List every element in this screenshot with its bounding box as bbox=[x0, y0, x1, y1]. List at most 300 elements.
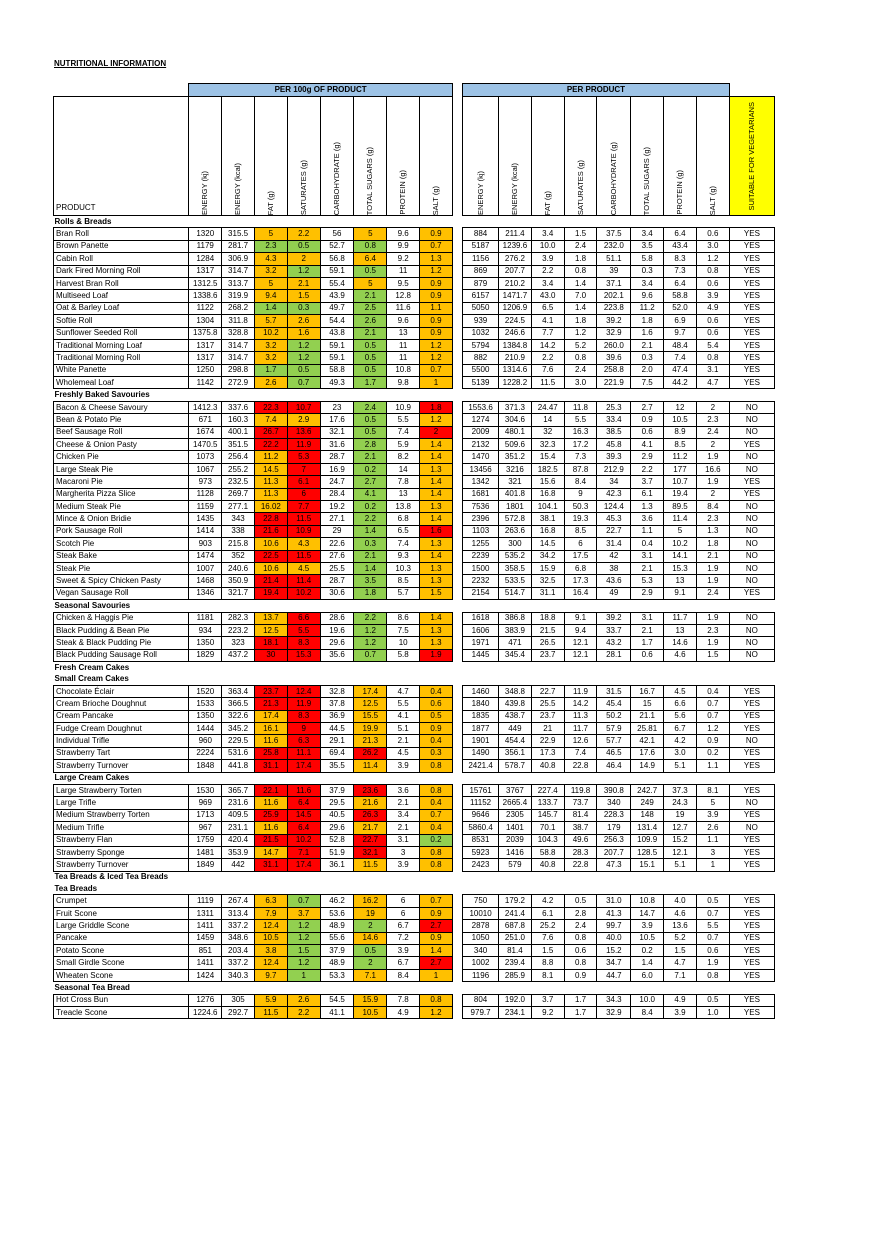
per100-energy-kcal-cell: 255.2 bbox=[222, 463, 255, 475]
per-product-salt-g-cell: 0.2 bbox=[696, 747, 729, 759]
per-product-salt-g-cell: 3.0 bbox=[696, 240, 729, 252]
per-product-energy-kcal-cell: 2305 bbox=[499, 809, 532, 821]
per100-protein-g-cell: 9.2 bbox=[387, 253, 420, 265]
per-product-energy-kcal-cell: 179.2 bbox=[499, 895, 532, 907]
per100-fat-g-cell: 22.5 bbox=[254, 550, 287, 562]
per-product-fat-g-cell: 227.4 bbox=[531, 784, 564, 796]
per-product-saturates-g-cell: 1.5 bbox=[564, 228, 597, 240]
vegetarian-cell: NO bbox=[729, 451, 774, 463]
per100-saturates-g-cell: 6.4 bbox=[287, 797, 320, 809]
per100-fat-g-cell: 21.4 bbox=[254, 575, 287, 587]
per100-carbohydrate-g-cell: 28.7 bbox=[320, 451, 354, 463]
per100-energy-kj-cell: 1530 bbox=[189, 784, 222, 796]
per-product-saturates-g-cell: 6 bbox=[564, 538, 597, 550]
per100-energy-kj-cell: 1317 bbox=[189, 265, 222, 277]
per-product-salt-g-cell: 1.9 bbox=[696, 612, 729, 624]
vegetarian-cell: NO bbox=[729, 513, 774, 525]
per-product-carbohydrate-g-cell: 256.3 bbox=[597, 834, 631, 846]
per100-energy-kcal-cell: 338 bbox=[222, 525, 255, 537]
page-title: NUTRITIONAL INFORMATION bbox=[54, 59, 167, 68]
vegetarian-cell: YES bbox=[729, 895, 774, 907]
per100-carbohydrate-g-cell: 52.7 bbox=[320, 240, 354, 252]
per-product-fat-g-cell: 38.1 bbox=[531, 513, 564, 525]
per-product-fat-g-cell: 104.1 bbox=[531, 500, 564, 512]
per100-header-saturates-g-label: SATURATES (g) bbox=[298, 159, 308, 215]
table-row bbox=[54, 439, 775, 451]
vegetarian-header-label: SUITABLE FOR VEGETARIANS bbox=[746, 101, 756, 211]
column-separator bbox=[452, 797, 462, 809]
per100-saturates-g-cell: 7.1 bbox=[287, 846, 320, 858]
per-product-saturates-g-cell: 1.4 bbox=[564, 277, 597, 289]
per100-energy-kcal-cell: 345.2 bbox=[222, 723, 255, 735]
per-product-saturates-g-cell: 2.4 bbox=[564, 920, 597, 932]
per100-energy-kj-cell: 1713 bbox=[189, 809, 222, 821]
per-product-total-sugars-g-cell: 0.4 bbox=[631, 538, 664, 550]
per100-fat-g-cell: 5 bbox=[254, 277, 287, 289]
per100-protein-g-cell: 7.8 bbox=[387, 476, 420, 488]
per-product-energy-kcal-cell: 263.6 bbox=[499, 525, 532, 537]
vegetarian-cell: NO bbox=[729, 550, 774, 562]
per-product-energy-kcal-cell: 211.4 bbox=[499, 228, 532, 240]
table-row bbox=[54, 451, 775, 463]
per-product-carbohydrate-g-cell: 228.3 bbox=[597, 809, 631, 821]
per-product-energy-kj-cell: 1255 bbox=[463, 538, 499, 550]
per100-salt-g-cell: 0.6 bbox=[420, 698, 453, 710]
per-product-fat-g-cell: 21.5 bbox=[531, 624, 564, 636]
table-row bbox=[54, 969, 775, 981]
per100-fat-g-cell: 14.7 bbox=[254, 846, 287, 858]
per-product-carbohydrate-g-cell: 46.4 bbox=[597, 760, 631, 772]
per100-saturates-g-cell: 6.6 bbox=[287, 612, 320, 624]
per-product-total-sugars-g-cell: 3.1 bbox=[631, 612, 664, 624]
per-product-protein-g-cell: 3.9 bbox=[664, 1007, 697, 1019]
per100-saturates-g-cell: 6.1 bbox=[287, 476, 320, 488]
per100-energy-kcal-cell: 437.2 bbox=[222, 649, 255, 661]
per-product-saturates-g-cell: 12.1 bbox=[564, 649, 597, 661]
per100-salt-g-cell: 1.4 bbox=[420, 451, 453, 463]
column-separator bbox=[452, 401, 462, 413]
per-product-fat-g-cell: 9.2 bbox=[531, 1007, 564, 1019]
per100-fat-g-cell: 11.2 bbox=[254, 451, 287, 463]
per-product-fat-g-cell: 43.0 bbox=[531, 290, 564, 302]
per-product-carbohydrate-g-cell: 34 bbox=[597, 476, 631, 488]
per100-carbohydrate-g-cell: 35.5 bbox=[320, 760, 354, 772]
per-product-total-sugars-g-cell: 148 bbox=[631, 809, 664, 821]
per100-saturates-g-cell: 1.5 bbox=[287, 945, 320, 957]
per-product-total-sugars-g-cell: 3.4 bbox=[631, 277, 664, 289]
per100-energy-kj-cell: 1520 bbox=[189, 685, 222, 697]
vegetarian-cell: NO bbox=[729, 797, 774, 809]
product-name: Sweet & Spicy Chicken Pasty bbox=[54, 575, 189, 587]
per100-energy-kj-cell: 1250 bbox=[189, 364, 222, 376]
per-product-energy-kcal-cell: 1471.7 bbox=[499, 290, 532, 302]
per-product-energy-kcal-cell: 351.2 bbox=[499, 451, 532, 463]
column-separator bbox=[452, 723, 462, 735]
per-product-protein-g-cell: 9.1 bbox=[664, 587, 697, 599]
per-product-fat-g-cell: 17.3 bbox=[531, 747, 564, 759]
per100-protein-g-cell: 4.1 bbox=[387, 710, 420, 722]
column-separator bbox=[452, 846, 462, 858]
table-row bbox=[54, 710, 775, 722]
per-product-fat-g-cell: 6.5 bbox=[531, 302, 564, 314]
vegetarian-cell: YES bbox=[729, 710, 774, 722]
per100-energy-kcal-cell: 328.8 bbox=[222, 327, 255, 339]
per100-salt-g-cell: 0.8 bbox=[420, 760, 453, 772]
per100-total-sugars-g-cell: 19.9 bbox=[354, 723, 387, 735]
per100-energy-kcal-cell: 298.8 bbox=[222, 364, 255, 376]
product-name: Wheaten Scone bbox=[54, 969, 189, 981]
vegetarian-cell: NO bbox=[729, 500, 774, 512]
per-product-protein-g-cell: 6.4 bbox=[664, 228, 697, 240]
per-product-fat-g-cell: 70.1 bbox=[531, 822, 564, 834]
section-heading: Tea Breads bbox=[54, 883, 98, 893]
per-product-energy-kcal-cell: 304.6 bbox=[499, 414, 532, 426]
per-product-energy-kcal-cell: 207.7 bbox=[499, 265, 532, 277]
column-separator bbox=[452, 352, 462, 364]
per100-energy-kcal-cell: 203.4 bbox=[222, 945, 255, 957]
per-product-saturates-g-cell: 16.4 bbox=[564, 587, 597, 599]
per-product-energy-kj-cell: 1500 bbox=[463, 562, 499, 574]
per-product-total-sugars-g-cell: 11.2 bbox=[631, 302, 664, 314]
per100-salt-g-cell: 1.5 bbox=[420, 587, 453, 599]
per100-energy-kcal-cell: 229.5 bbox=[222, 735, 255, 747]
table-row bbox=[54, 612, 775, 624]
per-product-saturates-g-cell: 0.8 bbox=[564, 352, 597, 364]
per-product-salt-g-cell: 1.9 bbox=[696, 451, 729, 463]
per-product-carbohydrate-g-cell: 15.2 bbox=[597, 945, 631, 957]
vegetarian-cell: NO bbox=[729, 562, 774, 574]
per-product-saturates-g-cell: 0.5 bbox=[564, 895, 597, 907]
per100-carbohydrate-g-cell: 43.8 bbox=[320, 327, 354, 339]
table-row bbox=[54, 624, 775, 636]
per100-saturates-g-cell: 5.5 bbox=[287, 624, 320, 636]
column-separator bbox=[452, 228, 462, 240]
product-name: Pork Sausage Roll bbox=[54, 525, 189, 537]
per100-saturates-g-cell: 8.3 bbox=[287, 710, 320, 722]
per-product-header-salt-g bbox=[696, 97, 729, 216]
per-product-carbohydrate-g-cell: 32.9 bbox=[597, 1007, 631, 1019]
per100-total-sugars-g-cell: 10.5 bbox=[354, 1007, 387, 1019]
product-name: Chicken & Haggis Pie bbox=[54, 612, 189, 624]
per100-fat-g-cell: 10.5 bbox=[254, 932, 287, 944]
per100-saturates-g-cell: 15.3 bbox=[287, 649, 320, 661]
per100-protein-g-cell: 3.9 bbox=[387, 945, 420, 957]
per100-energy-kj-cell: 1414 bbox=[189, 525, 222, 537]
per100-saturates-g-cell: 0.7 bbox=[287, 377, 320, 389]
per-product-salt-g-cell: 0.7 bbox=[696, 698, 729, 710]
per-product-salt-g-cell: 4.7 bbox=[696, 377, 729, 389]
per100-fat-g-cell: 12.5 bbox=[254, 624, 287, 636]
per100-energy-kj-cell: 1474 bbox=[189, 550, 222, 562]
per-product-energy-kcal-cell: 572.8 bbox=[499, 513, 532, 525]
per100-salt-g-cell: 1.9 bbox=[420, 649, 453, 661]
per100-header-saturates-g bbox=[287, 97, 320, 216]
per-product-energy-kcal-cell: 285.9 bbox=[499, 969, 532, 981]
per-product-protein-g-cell: 8.3 bbox=[664, 253, 697, 265]
per100-energy-kcal-cell: 337.2 bbox=[222, 920, 255, 932]
per100-salt-g-cell: 0.8 bbox=[420, 994, 453, 1006]
table-row bbox=[54, 698, 775, 710]
per-product-protein-g-cell: 4.7 bbox=[664, 957, 697, 969]
per-product-header-fat-g-label: FAT (g) bbox=[542, 190, 552, 215]
per-product-protein-g-cell: 10.2 bbox=[664, 538, 697, 550]
per-product-saturates-g-cell: 1.2 bbox=[564, 327, 597, 339]
per-product-carbohydrate-g-cell: 223.8 bbox=[597, 302, 631, 314]
per-product-energy-kj-cell: 2239 bbox=[463, 550, 499, 562]
per-product-fat-g-cell: 7.6 bbox=[531, 364, 564, 376]
nutrition-table bbox=[53, 83, 775, 1019]
per100-energy-kcal-cell: 268.2 bbox=[222, 302, 255, 314]
vegetarian-cell: YES bbox=[729, 253, 774, 265]
per100-protein-g-cell: 10.3 bbox=[387, 562, 420, 574]
per-product-energy-kj-cell: 2009 bbox=[463, 426, 499, 438]
per-product-fat-g-cell: 16.8 bbox=[531, 488, 564, 500]
per100-total-sugars-g-cell: 0.8 bbox=[354, 240, 387, 252]
per-product-salt-g-cell: 5.4 bbox=[696, 339, 729, 351]
per100-total-sugars-g-cell: 22.7 bbox=[354, 834, 387, 846]
table-row bbox=[54, 339, 775, 351]
per100-energy-kj-cell: 1346 bbox=[189, 587, 222, 599]
per-product-total-sugars-g-cell: 14.7 bbox=[631, 907, 664, 919]
per-product-total-sugars-g-cell: 9.6 bbox=[631, 290, 664, 302]
per100-fat-g-cell: 25.9 bbox=[254, 809, 287, 821]
per-product-energy-kj-cell: 1274 bbox=[463, 414, 499, 426]
per-product-salt-g-cell: 0.5 bbox=[696, 994, 729, 1006]
per100-total-sugars-g-cell: 1.7 bbox=[354, 377, 387, 389]
per-product-total-sugars-g-cell: 3.5 bbox=[631, 240, 664, 252]
per100-saturates-g-cell: 1.2 bbox=[287, 339, 320, 351]
vegetarian-cell: YES bbox=[729, 784, 774, 796]
column-separator bbox=[452, 822, 462, 834]
per-product-energy-kj-cell: 979.7 bbox=[463, 1007, 499, 1019]
per100-energy-kj-cell: 1181 bbox=[189, 612, 222, 624]
per100-energy-kcal-cell: 400.1 bbox=[222, 426, 255, 438]
per-product-energy-kcal-cell: 687.8 bbox=[499, 920, 532, 932]
vegetarian-cell: YES bbox=[729, 932, 774, 944]
column-separator bbox=[452, 1007, 462, 1019]
per100-total-sugars-g-cell: 2.1 bbox=[354, 290, 387, 302]
per-product-energy-kj-cell: 884 bbox=[463, 228, 499, 240]
per100-carbohydrate-g-cell: 59.1 bbox=[320, 352, 354, 364]
per-product-energy-kj-cell: 1032 bbox=[463, 327, 499, 339]
per100-saturates-g-cell: 17.4 bbox=[287, 859, 320, 871]
per-product-salt-g-cell: 0.8 bbox=[696, 265, 729, 277]
per-product-total-sugars-g-cell: 21.1 bbox=[631, 710, 664, 722]
per-product-saturates-g-cell: 0.9 bbox=[564, 969, 597, 981]
column-separator bbox=[452, 290, 462, 302]
per100-energy-kcal-cell: 232.5 bbox=[222, 476, 255, 488]
per-product-fat-g-cell: 58.8 bbox=[531, 846, 564, 858]
per100-carbohydrate-g-cell: 24.7 bbox=[320, 476, 354, 488]
per-product-energy-kj-cell: 2421.4 bbox=[463, 760, 499, 772]
per100-carbohydrate-g-cell: 32.8 bbox=[320, 685, 354, 697]
table-row bbox=[54, 265, 775, 277]
per100-energy-kj-cell: 960 bbox=[189, 735, 222, 747]
per-product-energy-kcal-cell: 1401 bbox=[499, 822, 532, 834]
per100-salt-g-cell: 1.1 bbox=[420, 302, 453, 314]
per100-salt-g-cell: 0.9 bbox=[420, 907, 453, 919]
per100-saturates-g-cell: 1.2 bbox=[287, 920, 320, 932]
per-product-carbohydrate-g-cell: 28.1 bbox=[597, 649, 631, 661]
per-product-protein-g-cell: 52.0 bbox=[664, 302, 697, 314]
column-separator bbox=[452, 414, 462, 426]
per100-header-total-sugars-g-label: TOTAL SUGARS (g) bbox=[365, 146, 375, 215]
per100-saturates-g-cell: 6.3 bbox=[287, 735, 320, 747]
per100-salt-g-cell: 1.8 bbox=[420, 401, 453, 413]
per100-protein-g-cell: 11 bbox=[387, 339, 420, 351]
per-product-total-sugars-g-cell: 2.1 bbox=[631, 562, 664, 574]
table-row bbox=[54, 723, 775, 735]
per100-total-sugars-g-cell: 26.3 bbox=[354, 809, 387, 821]
per100-salt-g-cell: 1.4 bbox=[420, 488, 453, 500]
product-name: Fudge Cream Doughnut bbox=[54, 723, 189, 735]
per100-total-sugars-g-cell: 1.2 bbox=[354, 637, 387, 649]
per-product-fat-g-cell: 133.7 bbox=[531, 797, 564, 809]
per-product-carbohydrate-g-cell: 45.8 bbox=[597, 439, 631, 451]
per-product-salt-g-cell: 1.9 bbox=[696, 562, 729, 574]
per-product-total-sugars-g-cell: 0.9 bbox=[631, 414, 664, 426]
per-product-saturates-g-cell: 0.8 bbox=[564, 932, 597, 944]
per-product-salt-g-cell: 2.4 bbox=[696, 426, 729, 438]
column-separator bbox=[452, 859, 462, 871]
per-product-salt-g-cell: 3.9 bbox=[696, 809, 729, 821]
per-product-energy-kj-cell: 750 bbox=[463, 895, 499, 907]
per100-header-protein-g bbox=[387, 97, 420, 216]
per-product-saturates-g-cell: 11.7 bbox=[564, 723, 597, 735]
per-product-energy-kj-cell: 1971 bbox=[463, 637, 499, 649]
per-product-protein-g-cell: 4.6 bbox=[664, 649, 697, 661]
per100-protein-g-cell: 3.9 bbox=[387, 760, 420, 772]
per-product-fat-g-cell: 3.4 bbox=[531, 228, 564, 240]
product-name: Steak & Black Pudding Pie bbox=[54, 637, 189, 649]
per-product-energy-kj-cell: 1681 bbox=[463, 488, 499, 500]
per100-salt-g-cell: 1.4 bbox=[420, 439, 453, 451]
per-product-saturates-g-cell: 11.8 bbox=[564, 401, 597, 413]
per100-energy-kcal-cell: 365.7 bbox=[222, 784, 255, 796]
table-row bbox=[54, 1007, 775, 1019]
per100-header-energy-kcal bbox=[222, 97, 255, 216]
per100-saturates-g-cell: 3.7 bbox=[287, 907, 320, 919]
per100-total-sugars-g-cell: 11.5 bbox=[354, 859, 387, 871]
per-product-saturates-g-cell: 0.8 bbox=[564, 957, 597, 969]
per-product-protein-g-cell: 47.4 bbox=[664, 364, 697, 376]
per100-protein-g-cell: 11 bbox=[387, 352, 420, 364]
per-product-energy-kj-cell: 879 bbox=[463, 277, 499, 289]
per-product-carbohydrate-g-cell: 47.3 bbox=[597, 859, 631, 871]
per-product-salt-g-cell: 2 bbox=[696, 401, 729, 413]
product-name: Cream Pancake bbox=[54, 710, 189, 722]
per-product-saturates-g-cell: 17.2 bbox=[564, 439, 597, 451]
per-product-salt-g-cell: 1.0 bbox=[696, 1007, 729, 1019]
per-product-energy-kcal-cell: 1801 bbox=[499, 500, 532, 512]
per100-energy-kj-cell: 1411 bbox=[189, 957, 222, 969]
per100-energy-kcal-cell: 231.1 bbox=[222, 822, 255, 834]
vegetarian-cell: YES bbox=[729, 747, 774, 759]
per100-fat-g-cell: 22.3 bbox=[254, 401, 287, 413]
per-product-fat-g-cell: 104.3 bbox=[531, 834, 564, 846]
per-product-protein-g-cell: 4.9 bbox=[664, 994, 697, 1006]
per-product-protein-g-cell: 5.6 bbox=[664, 710, 697, 722]
per-product-salt-g-cell: 5.5 bbox=[696, 920, 729, 932]
per100-fat-g-cell: 25.8 bbox=[254, 747, 287, 759]
per100-total-sugars-g-cell: 6.4 bbox=[354, 253, 387, 265]
per100-carbohydrate-g-cell: 29 bbox=[320, 525, 354, 537]
per100-fat-g-cell: 7.4 bbox=[254, 414, 287, 426]
vegetarian-cell: YES bbox=[729, 809, 774, 821]
per100-total-sugars-g-cell: 21.7 bbox=[354, 822, 387, 834]
table-row bbox=[54, 649, 775, 661]
per100-energy-kcal-cell: 313.7 bbox=[222, 277, 255, 289]
per100-energy-kcal-cell: 231.6 bbox=[222, 797, 255, 809]
per-product-total-sugars-g-cell: 2.1 bbox=[631, 339, 664, 351]
per100-saturates-g-cell: 2 bbox=[287, 253, 320, 265]
per-product-saturates-g-cell: 73.7 bbox=[564, 797, 597, 809]
per-product-carbohydrate-g-cell: 33.4 bbox=[597, 414, 631, 426]
per100-protein-g-cell: 5.7 bbox=[387, 587, 420, 599]
per-product-fat-g-cell: 18.8 bbox=[531, 612, 564, 624]
column-separator bbox=[452, 377, 462, 389]
column-header-row bbox=[54, 97, 775, 216]
per100-saturates-g-cell: 10.7 bbox=[287, 401, 320, 413]
per-product-energy-kcal-cell: 383.9 bbox=[499, 624, 532, 636]
per-product-total-sugars-g-cell: 5.8 bbox=[631, 253, 664, 265]
per100-salt-g-cell: 1.3 bbox=[420, 624, 453, 636]
per100-protein-g-cell: 10 bbox=[387, 637, 420, 649]
per-product-carbohydrate-g-cell: 39.3 bbox=[597, 451, 631, 463]
table-row bbox=[54, 414, 775, 426]
table-row bbox=[54, 426, 775, 438]
per100-fat-g-cell: 5.7 bbox=[254, 315, 287, 327]
per-product-carbohydrate-g-cell: 50.2 bbox=[597, 710, 631, 722]
per-product-total-sugars-g-cell: 1.3 bbox=[631, 500, 664, 512]
per100-fat-g-cell: 1.4 bbox=[254, 302, 287, 314]
per100-saturates-g-cell: 11.9 bbox=[287, 698, 320, 710]
per-product-energy-kcal-cell: 509.6 bbox=[499, 439, 532, 451]
column-separator bbox=[452, 364, 462, 376]
per-product-saturates-g-cell: 8.5 bbox=[564, 525, 597, 537]
per100-energy-kj-cell: 1674 bbox=[189, 426, 222, 438]
per100-saturates-g-cell: 1.2 bbox=[287, 265, 320, 277]
per-product-header-energy-kcal bbox=[499, 97, 532, 216]
per-product-salt-g-cell: 2.3 bbox=[696, 414, 729, 426]
per100-energy-kcal-cell: 292.7 bbox=[222, 1007, 255, 1019]
per100-fat-g-cell: 14.5 bbox=[254, 463, 287, 475]
table-row bbox=[54, 797, 775, 809]
per100-fat-g-cell: 21.5 bbox=[254, 834, 287, 846]
table-row bbox=[54, 784, 775, 796]
per-product-protein-g-cell: 177 bbox=[664, 463, 697, 475]
per-product-carbohydrate-g-cell: 31.0 bbox=[597, 895, 631, 907]
table-body bbox=[54, 216, 775, 1019]
per100-protein-g-cell: 13.8 bbox=[387, 500, 420, 512]
per100-saturates-g-cell: 10.2 bbox=[287, 587, 320, 599]
per-product-fat-g-cell: 21 bbox=[531, 723, 564, 735]
per-product-salt-g-cell: 0.8 bbox=[696, 352, 729, 364]
per-product-banner: PER PRODUCT bbox=[463, 84, 730, 97]
per100-carbohydrate-g-cell: 29.6 bbox=[320, 637, 354, 649]
per-product-carbohydrate-g-cell: 39 bbox=[597, 265, 631, 277]
vegetarian-cell: YES bbox=[729, 228, 774, 240]
table-row bbox=[54, 525, 775, 537]
per100-salt-g-cell: 1.3 bbox=[420, 575, 453, 587]
per-product-energy-kcal-cell: 2039 bbox=[499, 834, 532, 846]
per100-energy-kcal-cell: 311.8 bbox=[222, 315, 255, 327]
per-product-saturates-g-cell: 5.2 bbox=[564, 339, 597, 351]
per100-fat-g-cell: 2.6 bbox=[254, 377, 287, 389]
per-product-fat-g-cell: 32.3 bbox=[531, 439, 564, 451]
per-product-energy-kcal-cell: 454.4 bbox=[499, 735, 532, 747]
per100-energy-kcal-cell: 363.4 bbox=[222, 685, 255, 697]
